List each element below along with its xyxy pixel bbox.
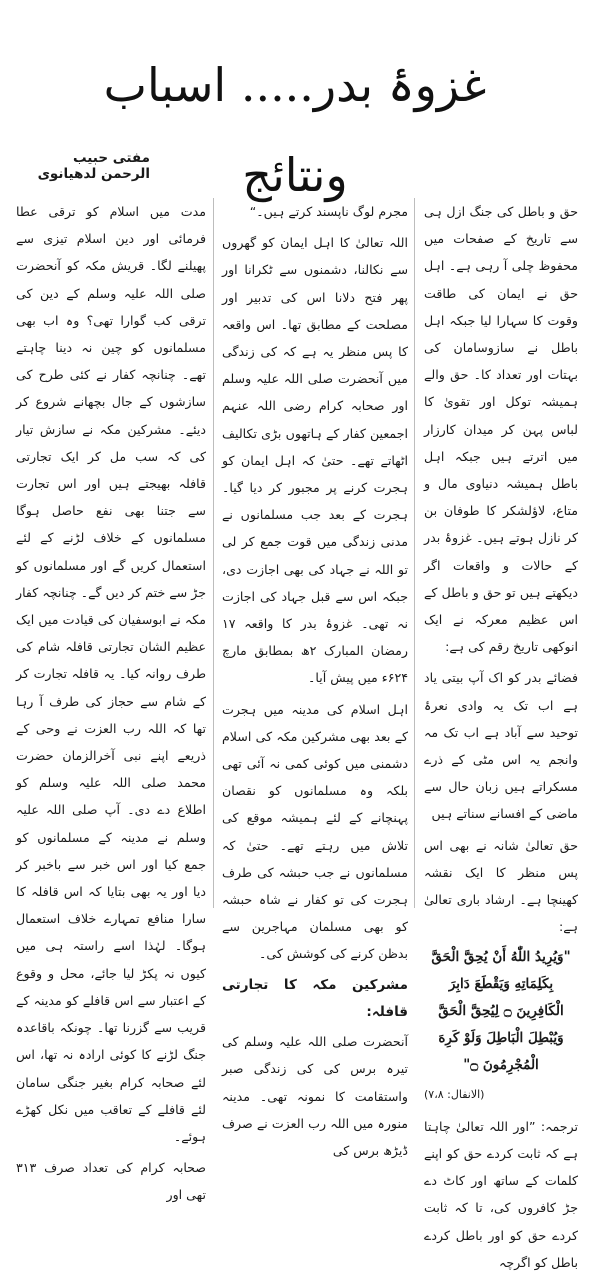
quran-ayah: "وَيُرِيدُ اللّٰهُ أَنْ يُحِقَّ الْحَقَّ بِكَلِمَاتِهِ وَيَقْطَعَ دَابِرَ الْكَافِرِينَ ۝ لِيُحِقَّ الْحَقَّ وَيُبْطِلَ الْبَاطِلَ وَلَوْ كَرِهَ الْمُجْرِمُونَ ۝" bbox=[431, 949, 571, 1074]
paragraph: مجرم لوگ ناپسند کرتے ہیں۔“ bbox=[249, 204, 408, 219]
article-title: غزوۂ بدر..... اسباب ونتائج bbox=[103, 58, 487, 202]
paragraph: حق تعالیٰ شانہ نے بھی اس پس منظر کا ایک نقشہ کھینچا ہے۔ ارشاد باری تعالیٰ ہے: bbox=[424, 837, 578, 935]
author-byline: مفتی حبیب الرحمن لدھیانوی bbox=[37, 150, 150, 182]
column-3 bbox=[16, 198, 206, 1203]
paragraph: آنحضرت صلی اللہ علیہ وسلم کی تیرہ برس کی کی زندگی صبر واستقامت کا نمونہ تھی۔ مدینہ منورہ میں اللہ رب العزت نے صرف ڈیڑھ برس کی bbox=[222, 1034, 408, 1158]
paragraph: اللہ تعالیٰ کا اہل ایمان کو گھروں سے نکالنا، دشمنوں سے ٹکرانا اور پھر فتح دلانا اس کی تدبیر اور مصلحت کے مطابق تھا۔ اس واقعہ کا پس منظر یہ ہے کہ کی زندگی میں آنحضرت صلی اللہ علیہ وسلم اور صحابہ کرام رضی اللہ عنہم اجمعین کفار کے ہاتھوں بڑی تکالیف اٹھاتے تھے۔ حتیٰ کہ اہل ایمان کو ہجرت کرنے پر مجبور کر دیا گیا۔ ہجرت کے بعد جب مسلمانوں نے مدنی زندگی میں قوت جمع کر لی تو اللہ نے جہاد کی بھی اجازت دی، جبکہ اس سے قبل جہاد کی اجازت نہ تھی۔ غزوۂ بدر کا واقعہ ۱۷ رمضان المبارک ۲ھ بمطابق مارچ ۶۲۴ء میں پیش آیا۔ bbox=[222, 235, 408, 686]
paragraph: اہل اسلام کی مدینہ میں ہجرت کے بعد بھی مشرکین مکہ کی اسلام دشمنی میں کوئی کمی نہ آئی تھی بلکہ وہ مسلمانوں کو نقصان پہنچانے کے لئے ہمیشہ موقع کی تلاش میں رہتے تھے۔ حتیٰ کہ مسلمانوں نے جب حبشہ کی طرف ہجرت کی تو کفار نے شاہ حبشہ کو بھی مسلمان مہاجرین سے بدظن کرنے کی کوشش کی۔ bbox=[222, 701, 408, 962]
paragraph: مدت میں اسلام کو ترقی عطا فرمائی اور دین اسلام تیزی سے پھیلنے لگا۔ قریش مکہ کو آنحضرت صلی اللہ علیہ وسلم کے دین کی ترقی کب گوارا تھی؟ وہ اب بھی مسلمانوں کو چین نہ دینا چاہتے تھے۔ چنانچہ کفار نے کئی طرح کی سازشوں کے جال بچھانے شروع کر دیئے۔ مشرکین مکہ نے سازش تیار کی کہ سب مل کر ایک تجارتی قافلہ بھیجتے ہیں اور اس تجارت سے جتنا بھی نفع حاصل ہوگا مسلمانوں کے خلاف لڑنے کے لئے استعمال کریں گے اور مسلمانوں کو جڑ سے ختم کر دیں گے۔ چنانچہ کفار مکہ نے ابوسفیان کی قیادت میں ایک عظیم الشان تجارتی قافلہ شام کی طرف روانہ کیا۔ یہ قافلہ تجارت کر کے شام سے حجاز کی طرف آ رہا تھا کہ اللہ رب العزت نے وحی کے ذریعے اپنے نبی آخرالزمان حضرت محمد صلی اللہ علیہ وسلم کو اطلاع دے دی۔ آپ صلی اللہ علیہ وسلم نے مدینہ کے مسلمانوں کو جمع کیا اور اس خبر سے باخبر کر دیا اور یہ بھی بتایا کہ اس قافلہ کا سارا منافع تمہارے خلاف استعمال ہوگا۔ لہٰذا اسے راستہ ہی میں کیوں نہ پکڑ لیا جائے، محل و وقوع کے اعتبار سے اس قافلے کو مدینہ کے قریب سے گزرنا تھا۔ چونکہ باقاعدہ جنگ لڑنے کا کوئی ارادہ نہ تھا، اس لئے صحابہ کرام بغیر جنگی سامان لئے قافلے کے تعاقب میں نکل کھڑے ہوئے۔ bbox=[16, 204, 206, 1144]
column-2 bbox=[222, 198, 408, 1158]
poem-verse: فضائے بدر کو اک آپ بیتی یاد ہے اب تک یہ وادی نعرۂ توحید سے آباد ہے اب تک مہ وانجم یہ اس مٹی کے ذرے مسکراتے ہیں زبان حال سے ماضی کے افسانے سناتے ہیں bbox=[424, 670, 578, 822]
ayah-reference: (الانفال: ۷،۸) bbox=[424, 1088, 485, 1102]
paragraph: صحابہ کرام کی تعداد صرف ۳۱۳ تھی اور bbox=[16, 1160, 206, 1203]
translation: ترجمہ: ”اور اللہ تعالیٰ چاہتا ہے کہ ثابت کردے حق کو اپنے کلمات کے ساتھ اور کاٹ دے جڑ کافروں کی، تا کہ ثابت کردے حق کو اور باطل کردے باطل کو اگرچہ bbox=[424, 1118, 578, 1270]
column-divider bbox=[213, 198, 214, 908]
column-1 bbox=[424, 198, 578, 1270]
paragraph: حق و باطل کی جنگ ازل ہی سے تاریخ کے صفحات میں محفوظ چلی آ رہی ہے۔ اہل حق نے ایمان کی طاقت وقوت کا سہارا لیا جبکہ اہل باطل نے سازوسامان کی بہتات اور تعداد کا۔ حق والے ہمیشہ توکل اور تقویٰ کا لباس پہن کر میدان کارزار میں اترتے ہیں جبکہ اہل باطل ہمیشہ دنیاوی مال و متاع، لاؤلشکر کا طوفان بن کر نازل ہوتے ہیں۔ غزوۂ بدر کے حالات و واقعات اگر دیکھتے ہیں تو حق و باطل کے اس عظیم معرکہ نے ایک انوکھی تاریخ رقم کی ہے: bbox=[424, 204, 578, 655]
column-divider bbox=[414, 198, 415, 908]
section-heading: مشرکین مکہ کا تجارتی قافلہ: bbox=[222, 976, 408, 1020]
